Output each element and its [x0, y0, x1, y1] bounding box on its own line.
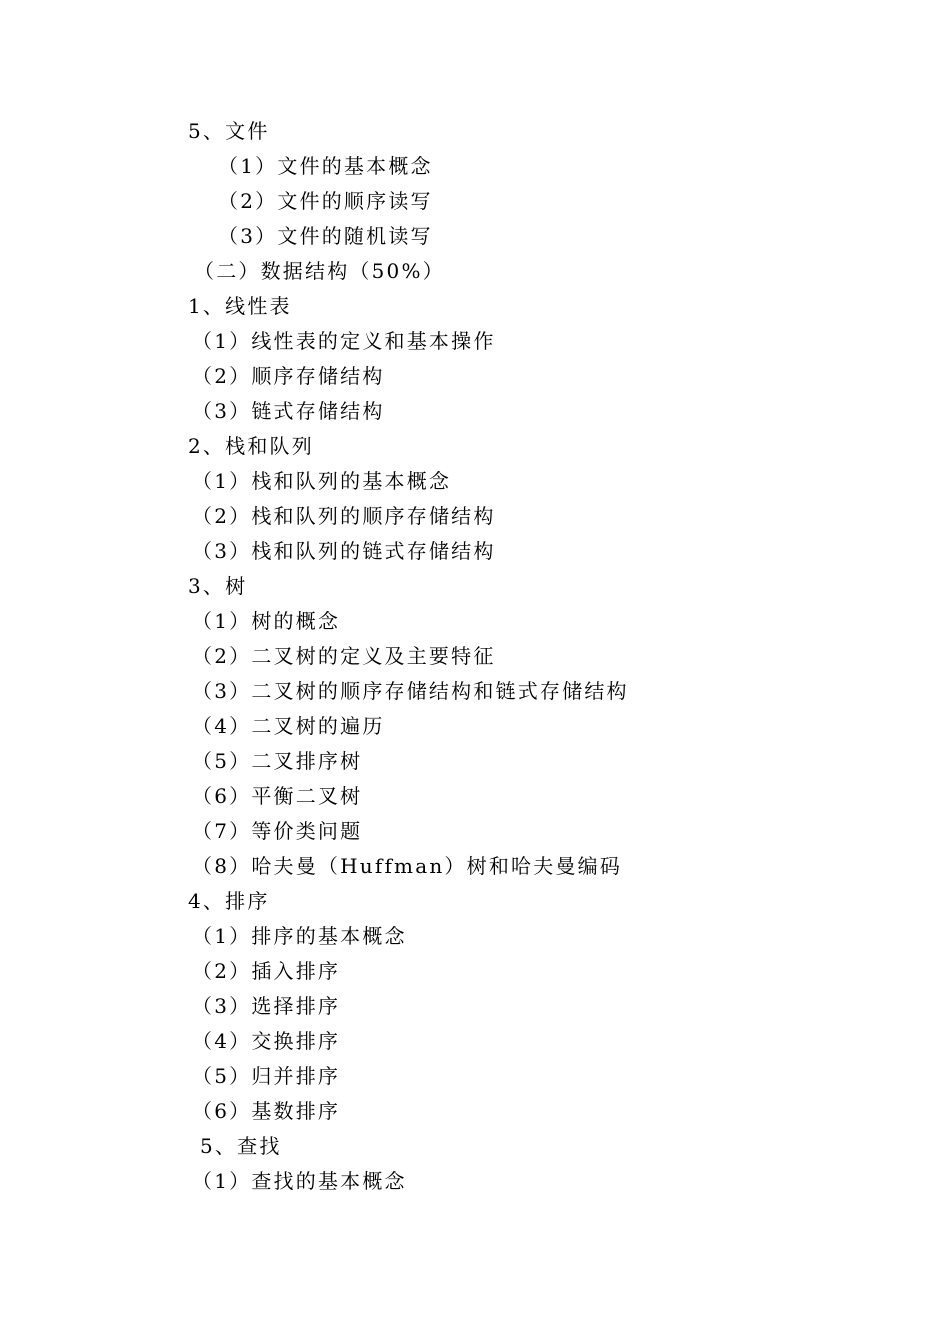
outline-item: （2）二叉树的定义及主要特征 [192, 644, 496, 668]
outline-item: （2）插入排序 [192, 959, 341, 983]
chapter-heading-tree: 3、树 [188, 574, 248, 598]
outline-item: （3）选择排序 [192, 994, 341, 1018]
outline-item: （6）基数排序 [192, 1099, 341, 1123]
outline-item: （7）等价类问题 [192, 819, 363, 843]
chapter-heading-sorting: 4、排序 [188, 889, 270, 913]
outline-item: （1）树的概念 [192, 609, 341, 633]
outline-item: （3）文件的随机读写 [218, 224, 433, 248]
outline-item: （2）顺序存储结构 [192, 364, 385, 388]
outline-item: （4）二叉树的遍历 [192, 714, 385, 738]
outline-item: （6）平衡二叉树 [192, 784, 363, 808]
outline-item: （1）栈和队列的基本概念 [192, 469, 452, 493]
syllabus-outline [188, 114, 629, 1199]
chapter-heading-stack-queue: 2、栈和队列 [188, 434, 314, 458]
outline-item: （5）归并排序 [192, 1064, 341, 1088]
outline-item: （1）文件的基本概念 [218, 154, 433, 178]
outline-item: （8）哈夫曼（Huffman）树和哈夫曼编码 [192, 854, 623, 878]
chapter-heading-files: 5、文件 [188, 119, 270, 143]
outline-item: （3）二叉树的顺序存储结构和链式存储结构 [192, 679, 629, 703]
outline-item: （2）文件的顺序读写 [218, 189, 433, 213]
chapter-heading-search: 5、查找 [200, 1134, 282, 1158]
outline-item: （1）查找的基本概念 [192, 1169, 407, 1193]
outline-item: （2）栈和队列的顺序存储结构 [192, 504, 496, 528]
outline-item: （3）链式存储结构 [192, 399, 385, 423]
section-heading-data-structures: （二）数据结构（50%） [194, 259, 445, 283]
outline-item: （3）栈和队列的链式存储结构 [192, 539, 496, 563]
chapter-heading-linear-list: 1、线性表 [188, 294, 292, 318]
outline-item: （5）二叉排序树 [192, 749, 363, 773]
outline-item: （1）线性表的定义和基本操作 [192, 329, 496, 353]
outline-item: （4）交换排序 [192, 1029, 341, 1053]
outline-item: （1）排序的基本概念 [192, 924, 407, 948]
